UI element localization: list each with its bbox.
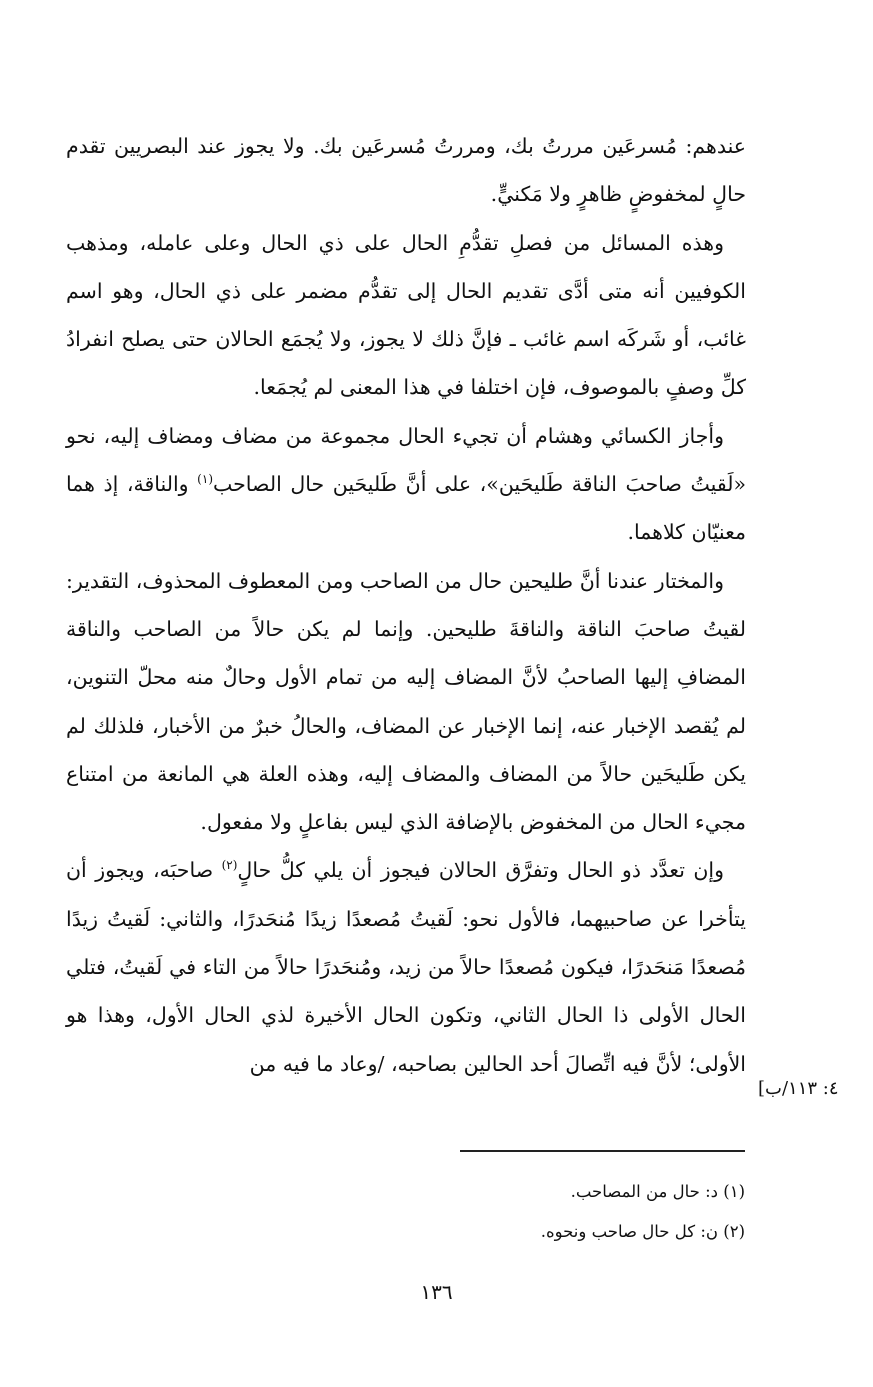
footnote-marker: (١) xyxy=(197,472,213,487)
paragraph-text: وهذه المسائل من فصلِ تقدُّمِ الحال على ذي الحال وعلى عامله، ومذهب الكوفيين أنه متى أدَّى تقديم الحال إلى تقدُّم مضمر على ذي الحال، وهو اسم غائب، أو شَركَه اسم غائب ـ فإنَّ ذلك لا يجوز، ولا يُجمَع الحالان حتى يصلح انفرادُ كلِّ وصفٍ بالموصوف، فإن اختلفا في هذا المعنى لم يُجمَعا. xyxy=(66,230,746,400)
main-text-body xyxy=(66,122,746,1088)
paragraph-p4 xyxy=(66,557,746,847)
paragraph-text: والمختار عندنا أنَّ طليحين حال من الصاحب ومن المعطوف المحذوف، التقدير: لقيتُ صاحبَ الناقة والناقةَ طليحين. وإنما لم يكن حالاً من الصاحب والناقة المضافِ إليها الصاحبُ لأنَّ المضاف إليه من تمام الأول وحالٌ منه محلّ التنوين، لم يُقصد الإخبار عنه، إنما الإخبار عن المضاف، والحالُ خبرٌ من الأخبار، فلذلك لم يكن طَليحَين حالاً من المضاف والمضاف إليه، وهذه العلة هي المانعة من امتناع مجيء الحال من المخفوض بالإضافة الذي ليس بفاعلٍ ولا مفعول. xyxy=(66,568,746,835)
paragraph-text: عندهم: مُسرعَين مررتُ بك، ومررتُ مُسرعَين بك. ولا يجوز عند البصريين تقدم حالٍ لمخفوضٍ ظاهرٍ ولا مَكنيٍّ. xyxy=(66,134,746,207)
paragraph-text: وإن تعدَّد ذو الحال وتفرَّق الحالان فيجوز أن يلي كلُّ حالٍ xyxy=(237,858,725,883)
paragraph-text: صاحبَه، ويجوز أن يتأخرا عن صاحبيهما، فالأول نحو: لَقيتُ مُصعدًا زيدًا مُنحَدرًا، والثاني: لَقيتُ زيدًا مُصعدًا مَنحَدرًا، فيكون مُصعدًا حالاً من زيد، ومُنحَدرًا حالاً من التاء في لَقيتُ، فتلي الحال الأولى ذا الحال الثاني، وتكون الحال الأخيرة لذي الحال الأول، وهذا هو الأولى؛ لأنَّ فيه اتِّصالَ أحد الحالين بصاحبه، /وعاد ما فيه من xyxy=(66,858,746,1076)
footnote-separator xyxy=(460,1150,745,1152)
footnotes xyxy=(300,1172,745,1252)
paragraph-text: والناقة، إذ هما معنيّان كلاهما. xyxy=(66,472,746,545)
paragraph-text: وأجاز الكسائي وهشام أن تجيء الحال مجموعة من مضاف ومضاف إليه، نحو «لَقيتُ صاحبَ الناقة طَليحَين»، على أنَّ طَليحَين حال الصاحب xyxy=(66,423,746,497)
margin-manuscript-reference: ٤: ١١٣/ب] xyxy=(758,1078,839,1099)
page-number: ١٣٦ xyxy=(420,1280,453,1304)
footnote-1: (١) د: حال من المصاحب. xyxy=(570,1182,745,1201)
footnote-marker: (٢) xyxy=(221,858,238,873)
footnote-2: (٢) ن: كل حال صاحب ونحوه. xyxy=(540,1222,745,1241)
paragraph-p3 xyxy=(66,412,746,557)
paragraph-p5 xyxy=(66,846,746,1087)
paragraph-p2 xyxy=(66,219,746,412)
paragraph-p1 xyxy=(66,122,746,219)
